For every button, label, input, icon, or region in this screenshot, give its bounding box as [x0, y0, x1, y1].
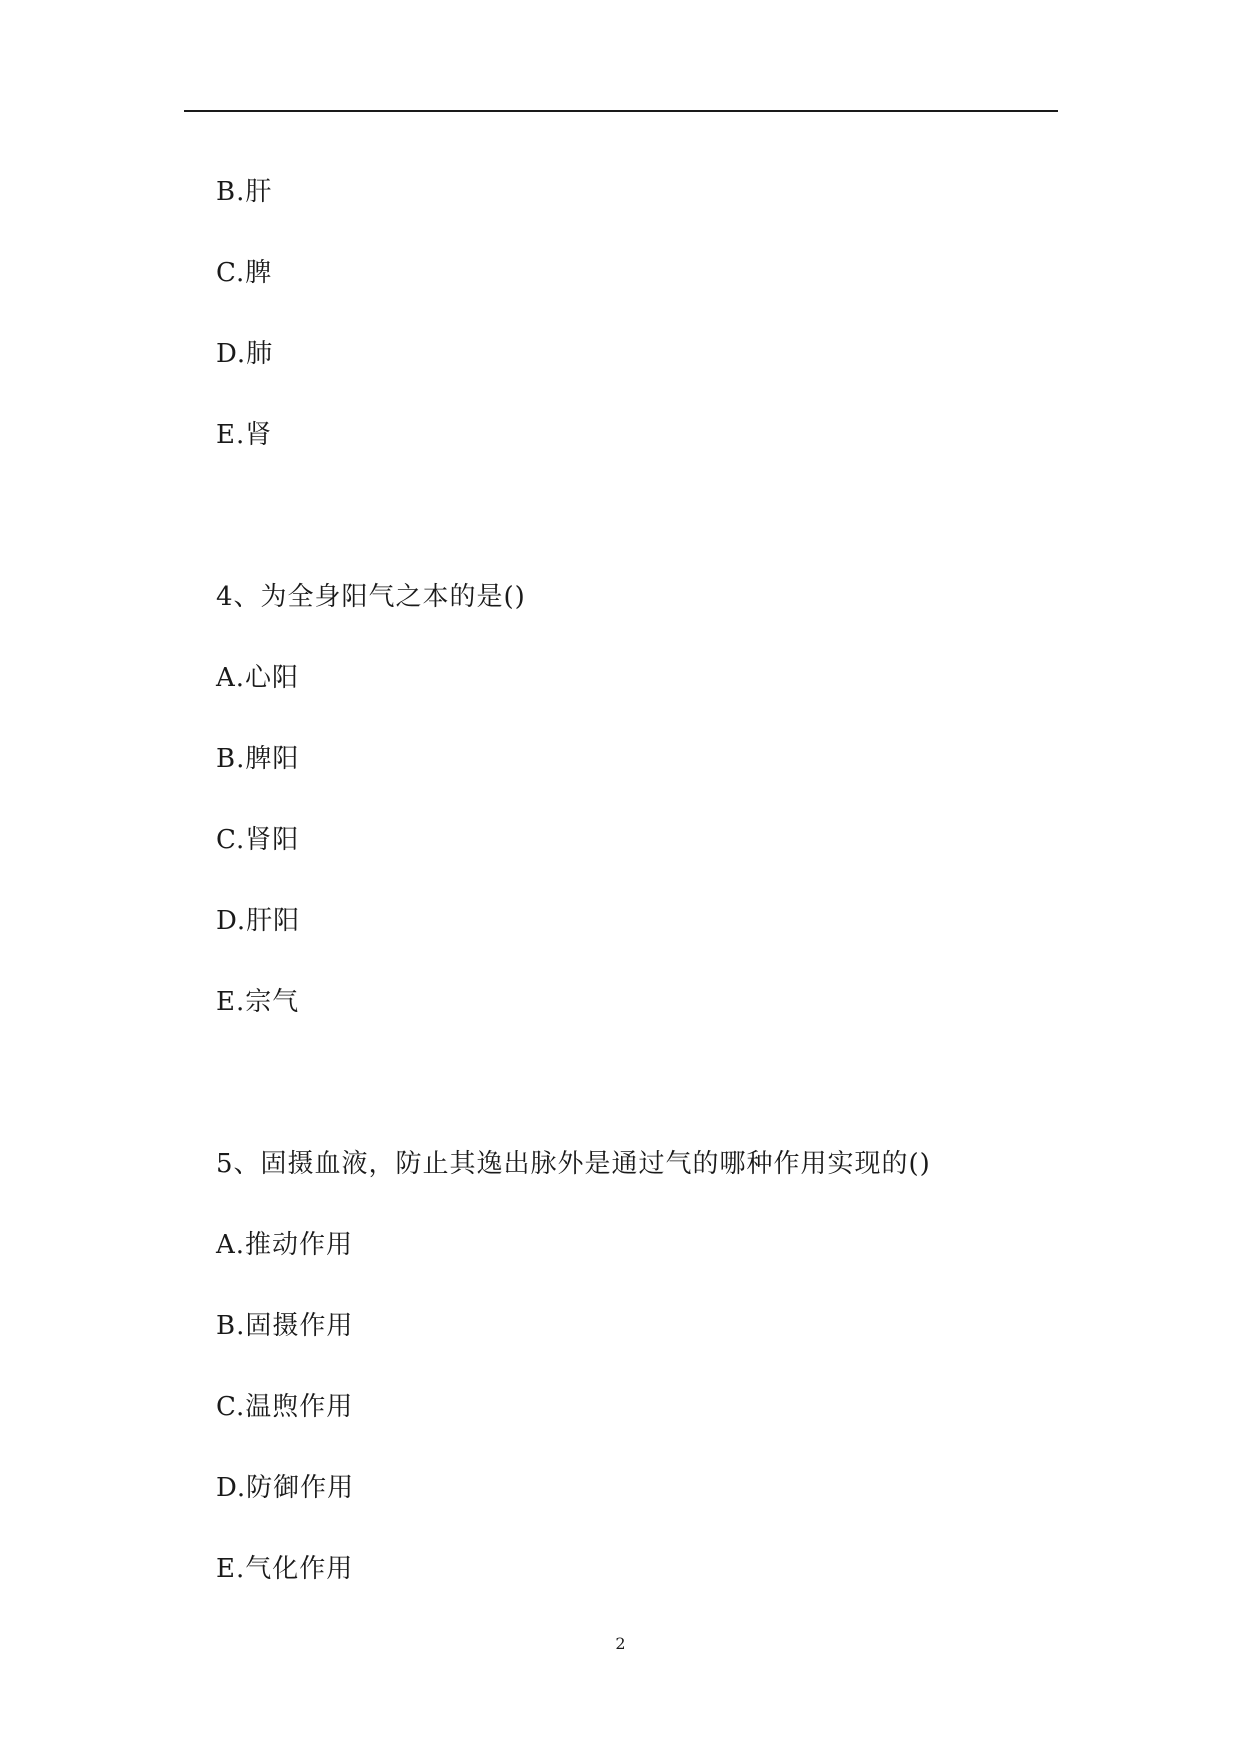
q5-option-b: B.固摄作用: [216, 1311, 354, 1341]
q5-option-a: A.推动作用: [216, 1230, 354, 1260]
q5-option-e: E.气化作用: [216, 1554, 354, 1584]
q3-option-d: D.肺: [216, 339, 274, 369]
q4-option-e: E.宗气: [216, 987, 300, 1017]
q3-option-c: C.脾: [216, 258, 273, 288]
q5-option-d: D.防御作用: [216, 1473, 355, 1503]
q4-option-c: C.肾阳: [216, 825, 300, 855]
q5-stem: 5、固摄血液，防止其逸出脉外是通过气的哪种作用实现的(): [216, 1149, 931, 1179]
page-number: 2: [615, 1634, 626, 1653]
header-rule: [184, 110, 1058, 112]
q3-option-b: B.肝: [216, 177, 273, 207]
q4-option-a: A.心阳: [216, 663, 300, 693]
q5-option-c: C.温煦作用: [216, 1392, 354, 1422]
q4-option-d: D.肝阳: [216, 906, 301, 936]
q4-option-b: B.脾阳: [216, 744, 300, 774]
q3-option-e: E.肾: [216, 420, 273, 450]
q4-stem: 4、为全身阳气之本的是(): [216, 582, 526, 612]
